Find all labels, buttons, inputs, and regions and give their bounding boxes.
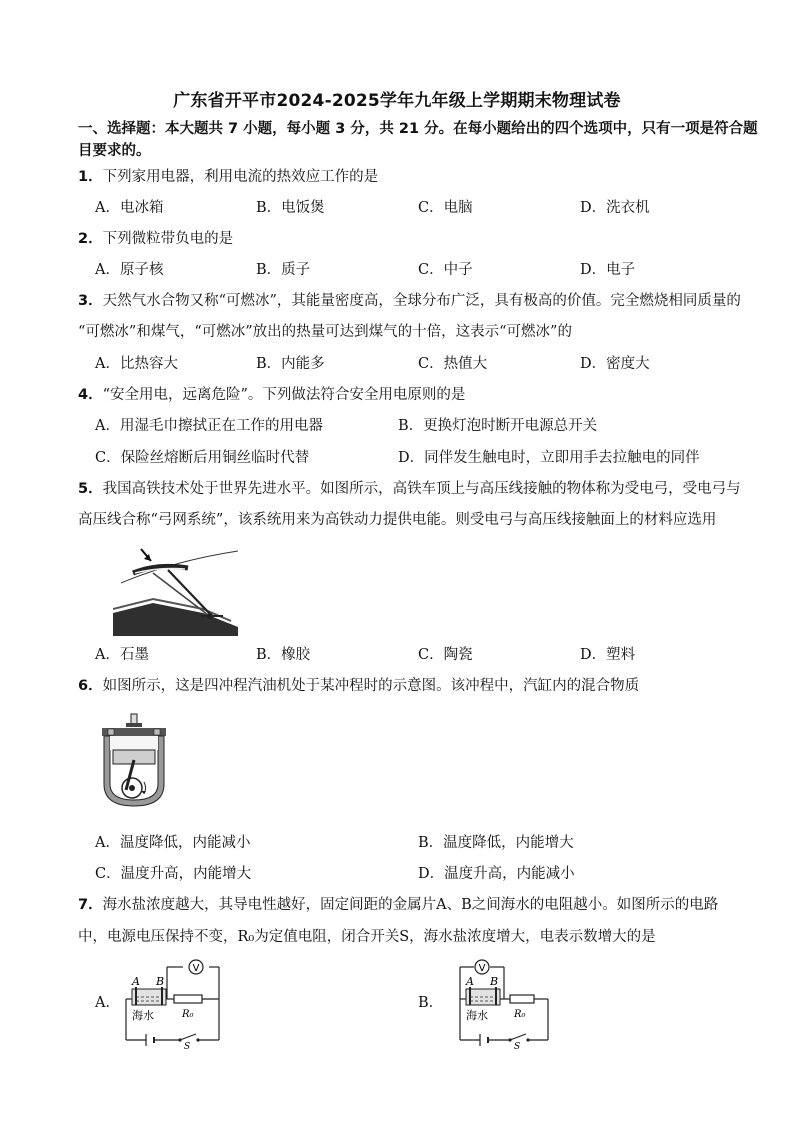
question-4-stem — [78, 383, 778, 404]
question-number: 6． — [78, 678, 103, 694]
question-5-stem-line-2: 高压线合称“弓网系统”，该系统用来为高铁动力提供电能。则受电弓与高压线接触面上的材料应选用 — [78, 512, 717, 528]
question-7-stem — [78, 893, 778, 914]
question-4-option-d: D．同伴发生触电时，立即用手去拉触电的同伴 — [398, 450, 700, 466]
question-3-option-d: D．密度大 — [580, 356, 650, 372]
question-1-option-b: B．电饭煲 — [256, 200, 325, 216]
question-number: 5． — [78, 481, 103, 497]
question-7-option-b: B． — [418, 995, 444, 1011]
switch-label: S — [514, 1042, 521, 1049]
question-2-option-b: B．质子 — [256, 262, 311, 278]
question-text: 天然气水合物又称“可燃冰”，其能量密度高，全球分布广泛，具有极高的价值。完全燃烧相同质量的 — [102, 293, 741, 309]
seawater-label: 海水 — [466, 1009, 488, 1022]
question-number: 4． — [78, 387, 103, 403]
question-number: 2． — [78, 231, 103, 247]
question-5-option-a: A．石墨 — [95, 647, 149, 663]
resistor-label: R₀ — [514, 1009, 526, 1020]
question-3-stem — [78, 289, 778, 310]
question-3-option-c: C．热值大 — [418, 356, 488, 372]
question-6-option-c: C．温度升高，内能增大 — [95, 866, 252, 882]
voltmeter-label: V — [478, 963, 486, 974]
question-1-option-a: A．电冰箱 — [95, 200, 164, 216]
question-number: 1． — [78, 169, 103, 185]
question-7-stem-line-2: 中，电源电压保持不变，R₀为定值电阻，闭合开关S，海水盐浓度增大，电表示数增大的是 — [78, 929, 656, 945]
question-2-option-a: A．原子核 — [95, 262, 164, 278]
plate-a-label: A — [132, 975, 140, 988]
question-2-option-d: D．电子 — [580, 262, 636, 278]
question-number: 7． — [78, 897, 103, 913]
question-4-option-c: C．保险丝熔断后用铜丝临时代替 — [95, 450, 310, 466]
question-7-option-a: A． — [95, 995, 120, 1011]
plate-a-label: A — [466, 975, 474, 988]
question-6-option-b: B．温度降低，内能增大 — [418, 835, 574, 851]
question-3-option-a: A．比热容大 — [95, 356, 178, 372]
plate-b-label: B — [156, 975, 165, 988]
circuit-diagram-b — [456, 955, 556, 1049]
question-text: “安全用电，远离危险”。下列做法符合安全用电原则的是 — [102, 387, 466, 403]
question-text: 海水盐浓度越大，其导电性越好，固定间距的金属片A、B之间海水的电阻越小。如图所示的电路 — [102, 897, 719, 913]
question-2-stem — [78, 227, 778, 248]
question-text: 下列微粒带负电的是 — [102, 231, 234, 247]
resistor-label: R₀ — [182, 1009, 194, 1020]
plate-b-label: B — [490, 975, 499, 988]
question-6-option-a: A．温度降低，内能减小 — [95, 835, 251, 851]
question-5-option-d: D．塑料 — [580, 647, 636, 663]
question-6-stem — [78, 674, 778, 695]
engine-cylinder-figure — [100, 712, 168, 810]
question-3-stem-line-2: “可燃冰”和煤气，“可燃冰”放出的热量可达到煤气的十倍，这表示“可燃冰”的 — [78, 324, 572, 340]
seawater-label: 海水 — [132, 1009, 154, 1022]
pantograph-figure — [113, 543, 238, 636]
circuit-diagram-a — [122, 955, 226, 1049]
question-5-option-c: C．陶瓷 — [418, 647, 473, 663]
question-text: 如图所示，这是四冲程汽油机处于某冲程时的示意图。该冲程中，汽缸内的混合物质 — [102, 678, 640, 694]
voltmeter-label: V — [192, 963, 200, 974]
question-1-option-d: D．洗衣机 — [580, 200, 650, 216]
question-number: 3． — [78, 293, 103, 309]
question-6-option-d: D．温度升高，内能减小 — [418, 866, 575, 882]
question-5-option-b: B．橡胶 — [256, 647, 311, 663]
question-1-stem — [78, 165, 778, 186]
question-text: 我国高铁技术处于世界先进水平。如图所示，高铁车顶上与高压线接触的物体称为受电弓，受电弓与 — [102, 481, 741, 497]
question-3-option-b: B．内能多 — [256, 356, 325, 372]
question-1-option-c: C．电脑 — [418, 200, 473, 216]
question-5-stem — [78, 477, 778, 498]
switch-label: S — [184, 1042, 191, 1049]
question-4-option-b: B．更换灯泡时断开电源总开关 — [398, 418, 598, 434]
page-title: 广东省开平市2024-2025学年九年级上学期期末物理试卷 — [173, 91, 621, 111]
question-2-option-c: C．中子 — [418, 262, 473, 278]
section-heading: 一、选择题：本大题共 7 小题，每小题 3 分，共 21 分。在每小题给出的四个选项中，只有一项是符合题目要求的。 — [78, 121, 758, 159]
question-4-option-a: A．用湿毛巾擦拭正在工作的用电器 — [95, 418, 323, 434]
question-text: 下列家用电器，利用电流的热效应工作的是 — [102, 169, 379, 185]
